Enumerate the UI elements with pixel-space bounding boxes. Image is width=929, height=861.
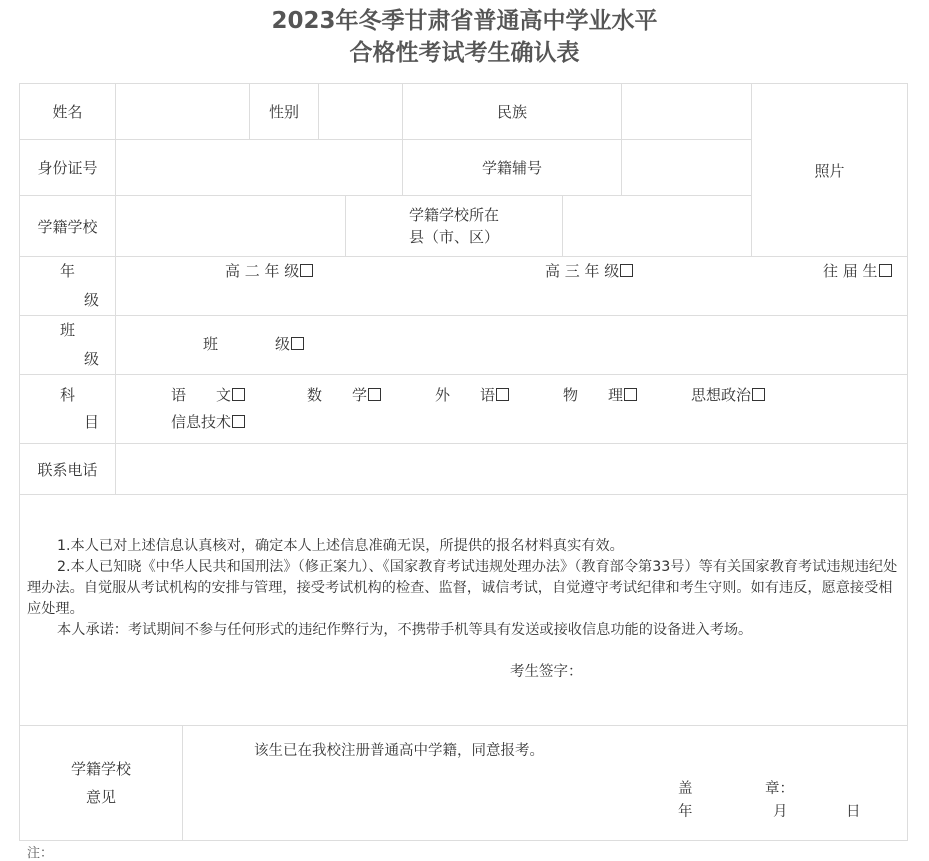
grade-option-senior3[interactable]: 高 三 年 级 bbox=[545, 261, 633, 281]
class-text-b[interactable]: 级 bbox=[275, 334, 304, 354]
name-label: 姓名 bbox=[19, 83, 116, 140]
date-year: 年 bbox=[678, 804, 693, 820]
declaration-text bbox=[27, 536, 903, 641]
date-month: 月 bbox=[773, 804, 788, 820]
class-text-a: 班 bbox=[203, 335, 219, 353]
reg-no-field[interactable] bbox=[621, 139, 752, 196]
subject-physics[interactable]: 物 理 bbox=[563, 385, 637, 405]
grade-option-senior2[interactable]: 高 二 年 级 bbox=[225, 261, 313, 281]
county-label: 学籍学校所在 县（市、区） bbox=[345, 195, 563, 257]
class-label-2: 级 bbox=[84, 350, 100, 368]
footer-note: 注： bbox=[27, 846, 54, 861]
form-title-line-2: 合格性考试考生确认表 bbox=[349, 40, 580, 66]
declaration-paragraph-2: 2.本人已知晓《中华人民共和国刑法》（修正案九）、《国家教育考试违规处理办法》（教育部令第33号）等有关国家教育考试违规违纪处理办法。自觉服从考试机构的安排与管理，接受考试机构的检查、监督，诚信考试，自觉遵守考试纪律和考生守则。如有违反，愿意接受相应处理。 bbox=[27, 559, 898, 617]
checkbox[interactable] bbox=[232, 415, 245, 428]
class-label-1: 班 bbox=[60, 321, 76, 339]
checkbox[interactable] bbox=[232, 388, 245, 401]
gender-label: 性别 bbox=[249, 83, 319, 140]
checkbox[interactable] bbox=[752, 388, 765, 401]
subject-politics[interactable]: 思想政治 bbox=[691, 385, 765, 405]
school-label: 学籍学校 bbox=[19, 195, 116, 257]
reg-no-label: 学籍辅号 bbox=[402, 139, 622, 196]
checkbox[interactable] bbox=[624, 388, 637, 401]
grade-label-1: 年 bbox=[60, 262, 76, 280]
subject-chinese[interactable]: 语 文 bbox=[171, 385, 245, 405]
checkbox[interactable] bbox=[291, 337, 304, 350]
ethnicity-label: 民族 bbox=[402, 83, 622, 140]
id-field[interactable] bbox=[115, 139, 403, 196]
gender-field[interactable] bbox=[318, 83, 403, 140]
checkbox[interactable] bbox=[620, 264, 633, 277]
grade-option-previous[interactable]: 往 届 生 bbox=[823, 261, 892, 281]
phone-label: 联系电话 bbox=[19, 443, 116, 495]
school-field[interactable] bbox=[115, 195, 346, 257]
signature-label: 考生签字： bbox=[510, 664, 583, 680]
subject-math[interactable]: 数 学 bbox=[307, 385, 381, 405]
subjects-label-2: 目 bbox=[84, 413, 100, 431]
county-field[interactable] bbox=[562, 195, 752, 257]
seal-label: 盖 章： bbox=[678, 781, 794, 797]
subject-it[interactable]: 信息技术 bbox=[171, 412, 245, 432]
form-title-line-1: 2023年冬季甘肃省普通高中学业水平 bbox=[271, 8, 658, 34]
photo-area[interactable]: 照片 bbox=[751, 83, 908, 257]
id-label: 身份证号 bbox=[19, 139, 116, 196]
date-day: 日 bbox=[846, 804, 861, 820]
opinion-label-cell: 学籍学校 意见 bbox=[19, 725, 183, 841]
declaration-paragraph-1: 1.本人已对上述信息认真核对，确定本人上述信息准确无误，所提供的报名材料真实有效。 bbox=[57, 538, 624, 554]
ethnicity-field[interactable] bbox=[621, 83, 752, 140]
grade-label-2: 级 bbox=[84, 291, 100, 309]
checkbox[interactable] bbox=[496, 388, 509, 401]
subjects-label-1: 科 bbox=[60, 386, 76, 404]
opinion-text: 该生已在我校注册普通高中学籍，同意报考。 bbox=[254, 743, 544, 759]
name-field[interactable] bbox=[115, 83, 250, 140]
class-field-cell[interactable] bbox=[115, 315, 908, 375]
phone-field[interactable] bbox=[115, 443, 908, 495]
checkbox[interactable] bbox=[368, 388, 381, 401]
subject-foreign-language[interactable]: 外 语 bbox=[435, 385, 509, 405]
checkbox[interactable] bbox=[300, 264, 313, 277]
declaration-paragraph-3: 本人承诺：考试期间不参与任何形式的违纪作弊行为，不携带手机等具有发送或接收信息功能的设备进入考场。 bbox=[57, 622, 753, 638]
checkbox[interactable] bbox=[879, 264, 892, 277]
